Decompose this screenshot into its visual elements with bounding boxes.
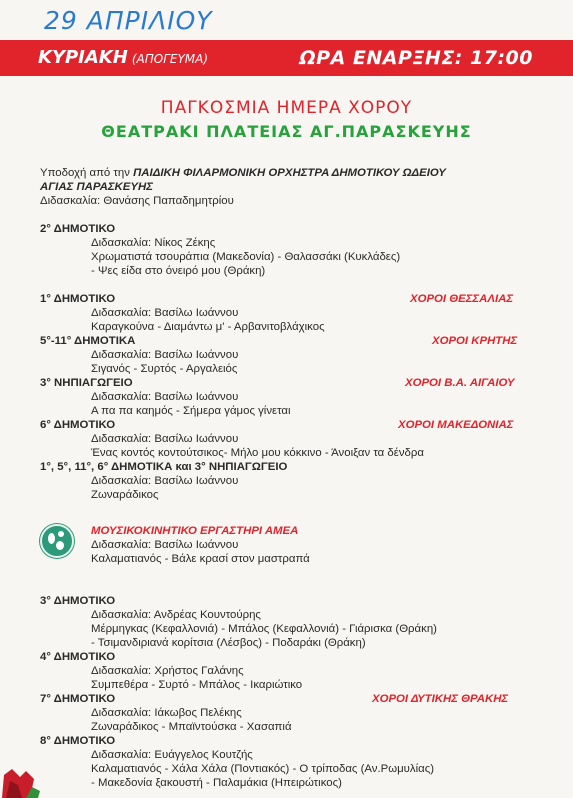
orchestra-teacher: Διδασκαλία: Θανάσης Παπαδημητρίου: [40, 195, 234, 207]
songs: Ένας κοντός κοντούτσικος- Μήλο μου κόκκινο - Άνοιξαν τα δένδρα: [91, 447, 424, 459]
songs: Σιγανός - Συρτός - Αργαλειός: [91, 363, 238, 375]
schedule-bar: [0, 40, 573, 76]
workshop-title: ΜΟΥΣΙΚΟΚΙΝΗΤΙΚΟ ΕΡΓΑΣΤΗΡΙ ΑΜΕΑ: [91, 525, 299, 537]
songs: Α πα πα καημός - Σήμερα γάμος γίνεται: [91, 405, 291, 417]
dance-region: ΧΟΡΟΙ ΜΑΚΕΔΟΝΙΑΣ: [398, 419, 514, 431]
school-heading: 6° ΔΗΜΟΤΙΚΟ: [40, 419, 116, 431]
teacher: Διδασκαλία: Βασίλω Ιωάννου: [91, 433, 239, 445]
event-title: ΠΑΓΚΟΣΜΙΑ ΗΜΕΡΑ ΧΟΡΟΥ: [160, 98, 413, 118]
teacher: Διδασκαλία: Βασίλω Ιωάννου: [91, 475, 239, 487]
teacher: Διδασκαλία: Βασίλω Ιωάννου: [91, 307, 239, 319]
globe-icon: [40, 524, 74, 558]
event-date: 29 ΑΠΡΙΛΙΟΥ: [44, 6, 213, 35]
school-heading: 3° ΝΗΠΙΑΓΩΓΕΙΟ: [40, 377, 133, 389]
songs: Καραγκούνα - Διαμάντω μ' - Αρβανιτοβλάχικος: [91, 321, 325, 333]
teacher: Διδασκαλία: Ευάγγελος Κουτζής: [91, 749, 253, 761]
songs: - Τσιμανδιριανά κορίτσια (Λέσβος) - Ποδαράκι (Θράκη): [91, 637, 366, 649]
orchestra-name: ΠΑΙΔΙΚΗ ΦΙΛΑΡΜΟΝΙΚΗ ΟΡΧΗΣΤΡΑ ΔΗΜΟΤΙΚΟΥ ΩΔΕΙΟΥ: [133, 167, 446, 179]
songs: Καλαματιανός - Βάλε κρασί στον μαστραπά: [91, 553, 310, 565]
school-heading: 1° ΔΗΜΟΤΙΚΟ: [40, 293, 116, 305]
school-heading: 4° ΔΗΜΟΤΙΚΟ: [40, 651, 116, 663]
teacher: Διδασκαλία: Βασίλω Ιωάννου: [91, 539, 239, 551]
songs: Καλαματιανός - Χάλα Χάλα (Ποντιακός) - Ο τρίποδας (Αν.Ρωμυλίας): [91, 763, 434, 775]
orchestra-name-cont: ΑΓΙΑΣ ΠΑΡΑΣΚΕΥΗΣ: [40, 181, 153, 193]
day-note: (ΑΠΟΓΕΥΜΑ): [131, 52, 209, 66]
dance-region: ΧΟΡΟΙ Β.Α. ΑΙΓΑΙΟΥ: [405, 377, 515, 389]
school-heading: 1°, 5°, 11°, 6° ΔΗΜΟΤΙΚΑ και 3° ΝΗΠΙΑΓΩΓΕΙΟ: [40, 461, 288, 473]
teacher: Διδασκαλία: Χρήστος Γαλάνης: [91, 665, 244, 677]
songs: - Ψες είδα στο όνειρό μου (Θράκη): [91, 265, 266, 277]
teacher: Διδασκαλία: Νίκος Ζέκης: [91, 237, 216, 249]
teacher: Διδασκαλία: Ιάκωβος Πελέκης: [91, 707, 242, 719]
school-heading: 5°-11° ΔΗΜΟΤΙΚΑ: [40, 335, 136, 347]
songs: Συμπεθέρα - Συρτό - Μπάλος - Ικαριώτικο: [91, 679, 303, 691]
songs: Μέρμηγκας (Κεφαλλονιά) - Μπάλος (Κεφαλλονιά) - Γιάρισκα (Θράκη): [91, 623, 437, 635]
school-heading: 3° ΔΗΜΟΤΙΚΟ: [40, 595, 116, 607]
event-day: [38, 47, 208, 68]
dance-region: ΧΟΡΟΙ ΔΥΤΙΚΗΣ ΘΡΑΚΗΣ: [372, 693, 509, 705]
event-venue: ΘΕΑΤΡΑΚΙ ΠΛΑΤΕΙΑΣ ΑΓ.ΠΑΡΑΣΚΕΥΗΣ: [101, 122, 472, 141]
school-heading: 2° ΔΗΜΟΤΙΚΟ: [40, 223, 116, 235]
flower-decoration: [0, 765, 46, 798]
songs: Χρωματιστά τσουράπια (Μακεδονία) - Θαλασσάκι (Κυκλάδες): [91, 251, 401, 263]
school-heading: 8° ΔΗΜΟΤΙΚΟ: [40, 735, 116, 747]
start-time: ΩΡΑ ΕΝΑΡΞΗΣ: 17:00: [299, 47, 533, 69]
songs: Ζωναράδικος: [91, 489, 159, 501]
teacher: Διδασκαλία: Ανδρέας Κουντούρης: [91, 609, 261, 621]
songs: Ζωναράδικος - Μπαϊντούσκα - Χασαπιά: [91, 721, 292, 733]
day-label: ΚΥΡΙΑΚΗ: [38, 47, 128, 68]
intro-prefix: Υποδοχή από την: [40, 167, 130, 179]
dance-region: ΧΟΡΟΙ ΘΕΣΣΑΛΙΑΣ: [410, 293, 514, 305]
intro-line: [40, 166, 446, 180]
songs: - Μακεδονία ξακουστή - Παλαμάκια (Ηπειρώτικος): [91, 777, 342, 789]
teacher: Διδασκαλία: Βασίλω Ιωάννου: [91, 349, 239, 361]
school-heading: 7° ΔΗΜΟΤΙΚΟ: [40, 693, 116, 705]
teacher: Διδασκαλία: Βασίλω Ιωάννου: [91, 391, 239, 403]
dance-region: ΧΟΡΟΙ ΚΡΗΤΗΣ: [432, 335, 518, 347]
